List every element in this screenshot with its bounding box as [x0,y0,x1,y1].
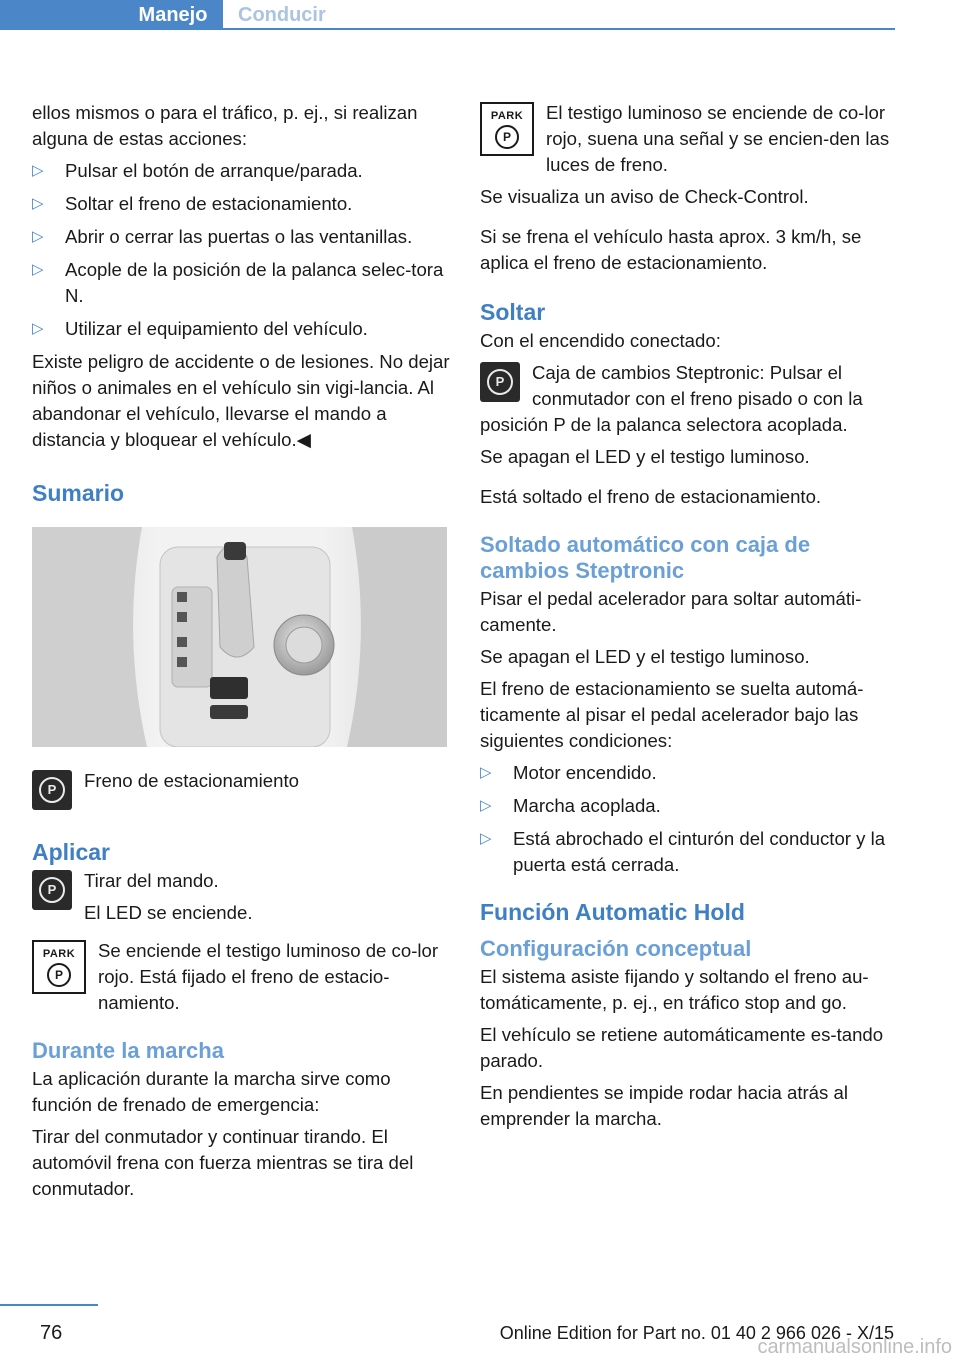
park-indicator-icon: PARK P [480,102,534,156]
aplicar-step-2: El LED se enciende. [84,902,253,923]
action-list [32,158,450,342]
soltar-icon-row [480,360,898,438]
soltar-intro: Con el encendido conectado: [480,330,721,351]
tab-conducir[interactable]: Conducir [238,4,326,26]
heading-durante: Durante la marcha [32,1038,224,1063]
triangle-bullet-icon: ▷ [32,320,44,337]
list-item: ▷ Está abrochado el cinturón del conductor y la puerta está cerrada. [480,828,886,875]
soltar-instruction: Caja de cambios Steptronic: Pulsar el conmutador con el freno pisado o con la posición P de la palanca selectora acoplada. [480,362,863,435]
park-indicator-row [480,100,898,178]
online-edition-text: Online Edition for Part no. 01 40 2 966 026 - X/15 [499,1323,894,1343]
list-item: ▷ Acople de la posición de la palanca selec‐tora N. [32,259,444,306]
list-item: ▷ Motor encendido. [480,760,898,786]
heading-soltado-automatico: Soltado automático con caja de cambios Steptronic [480,532,811,583]
intro-text: ellos mismos o para el tráfico, p. ej., si realizan alguna de estas acciones: [32,102,418,149]
heading-aplicar: Aplicar [32,839,110,865]
auto-text-1: Pisar el pedal acelerador para soltar automáti‐camente. [480,588,862,635]
page-number: 76 [40,1322,63,1344]
left-column [32,100,450,1208]
triangle-bullet-icon: ▷ [32,261,44,278]
triangle-bullet-icon: ▷ [480,764,492,781]
park-indicator-text: El testigo luminoso se enciende de co‐lor rojo, suena una señal y se encien‐den las luces de freno. [546,102,890,175]
list-item: ▷ Utilizar el equipamiento del vehículo. [32,316,450,342]
triangle-bullet-icon: ▷ [32,162,44,179]
aplicar-step-1: Tirar del mando. [84,870,219,891]
park-indicator-row [32,938,450,1016]
aplicar-row [32,868,450,926]
condition-list [480,760,898,878]
durante-text-2: Tirar del conmutador y continuar tirando. El automóvil frena con fuerza mientras se tira del conmutador. [32,1126,414,1199]
check-control-text: Se visualiza un aviso de Check-Control. [480,186,809,207]
triangle-bullet-icon: ▷ [32,228,44,245]
heading-automatic-hold: Función Automatic Hold [480,899,745,925]
auto-text-3: El freno de estacionamiento se suelta automá‐ticamente al pisar el pedal acelerador bajo las siguientes condiciones: [480,678,864,751]
heading-soltar: Soltar [480,299,546,325]
right-column [480,100,898,1138]
parking-brake-button-icon: P [480,362,520,402]
footer-rule [0,1304,98,1306]
soltar-result-text: Está soltado el freno de estacionamiento. [480,486,822,507]
park-indicator-text: Se enciende el testigo luminoso de co‐lor rojo. Está fijado el freno de estacio‐namiento. [98,940,439,1013]
photo-caption: Freno de estacionamiento [84,770,299,791]
soltar-led-text: Se apagan el LED y el testigo luminoso. [480,446,810,467]
config-text-3: En pendientes se impide rodar hacia atrás al emprender la marcha. [480,1082,848,1129]
list-item: ▷ Soltar el freno de estacionamiento. [32,191,450,217]
header-band [0,0,123,30]
config-text-1: El sistema asiste fijando y soltando el freno au‐tomáticamente, p. ej., en tráfico stop and go. [480,966,869,1013]
tab-manejo[interactable]: Manejo [123,0,223,30]
list-item: ▷ Marcha acoplada. [480,793,898,819]
heading-sumario: Sumario [32,480,125,506]
auto-text-2: Se apagan el LED y el testigo luminoso. [480,646,810,667]
brake-speed-text: Si se frena el vehículo hasta aprox. 3 km/h, se aplica el freno de estacionamiento. [480,226,862,273]
warning-text: Existe peligro de accidente o de lesiones. No dejar niños o animales en el vehículo sin vigi‐lancia. Al abandonar el vehículo, llevarse el mando a distancia y bloquear el vehículo.◀ [32,351,450,450]
triangle-bullet-icon: ▷ [480,797,492,814]
park-indicator-icon: PARK P [32,940,86,994]
heading-configuracion: Configuración conceptual [480,936,752,961]
triangle-bullet-icon: ▷ [32,195,44,212]
triangle-bullet-icon: ▷ [480,830,492,847]
durante-text-1: La aplicación durante la marcha sirve como función de frenado de emergencia: [32,1068,391,1115]
config-text-2: El vehículo se retiene automáticamente es‐tando parado. [480,1024,884,1071]
list-item: ▷ Abrir o cerrar las puertas o las ventanillas. [32,224,450,250]
parking-brake-button-icon: P [32,870,72,910]
console-photo [32,527,447,747]
watermark-text: carmanualsonline.info [757,1336,952,1358]
header-rule [0,28,895,30]
caption-row [32,768,450,812]
list-item: ▷ Pulsar el botón de arranque/parada. [32,158,450,184]
parking-brake-button-icon: P [32,770,72,810]
